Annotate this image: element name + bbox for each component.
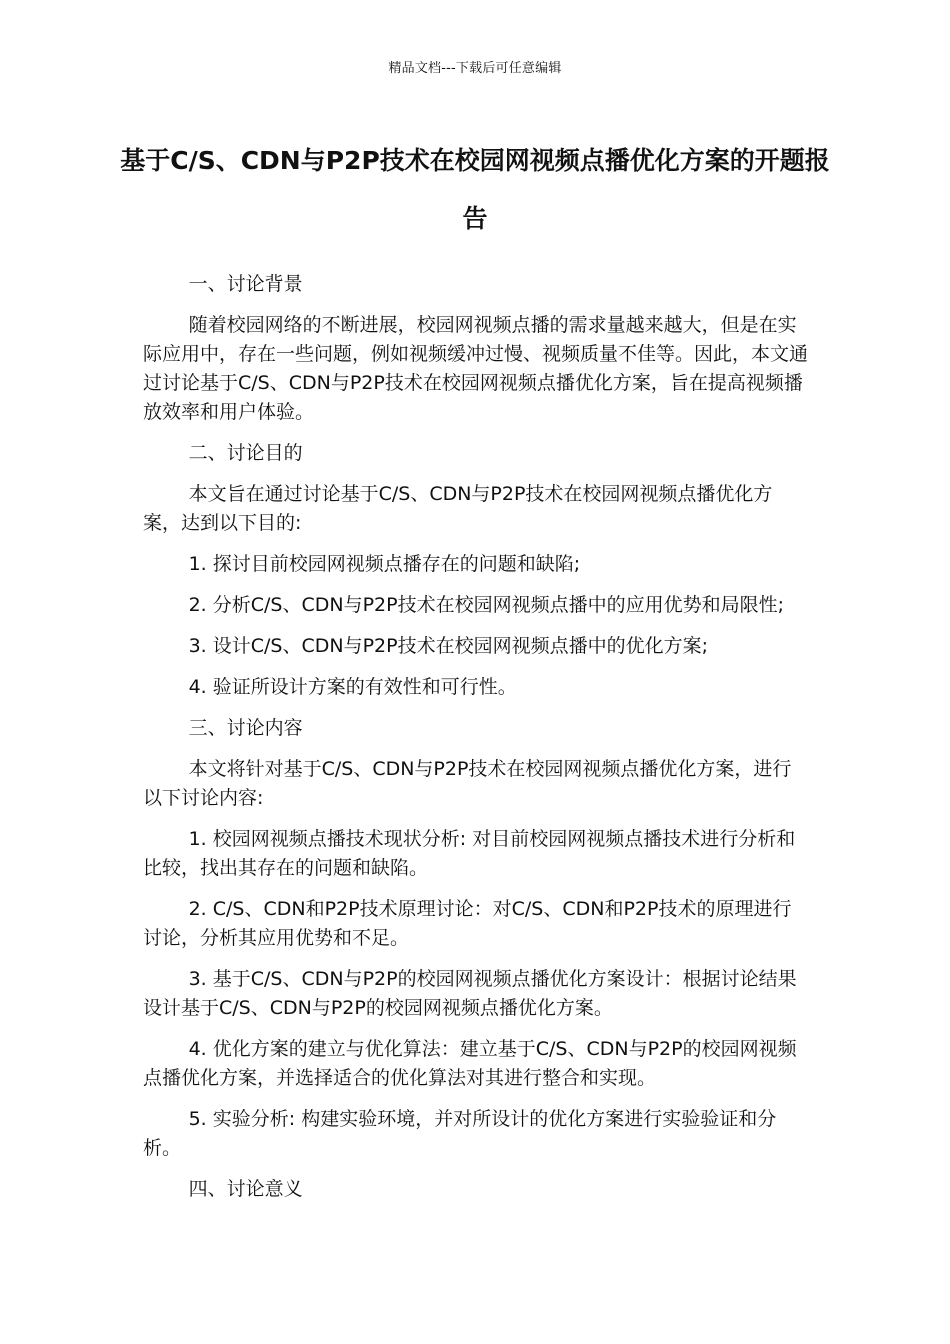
page-header-note: 精品文档---下载后可任意编辑 bbox=[388, 61, 562, 76]
section-heading-content: 三、讨论内容 bbox=[188, 717, 303, 739]
content-item-1: 1. 校园网视频点播技术现状分析: 对目前校园网视频点播技术进行分析和比较，找出其存在的问题和缺陷。 bbox=[143, 828, 796, 879]
content-item-5: 5. 实验分析: 构建实验环境，并对所设计的优化方案进行实验验证和分析。 bbox=[143, 1108, 777, 1159]
purpose-item-2: 2. 分析C/S、CDN与P2P技术在校园网视频点播中的应用优势和局限性; bbox=[188, 594, 785, 616]
section-heading-purpose: 二、讨论目的 bbox=[188, 442, 303, 464]
paragraph-content-intro: 本文将针对基于C/S、CDN与P2P技术在校园网视频点播优化方案，进行以下讨论内容: bbox=[143, 758, 792, 809]
section-heading-background: 一、讨论背景 bbox=[188, 273, 303, 295]
paragraph-purpose-intro: 本文旨在通过讨论基于C/S、CDN与P2P技术在校园网视频点播优化方案，达到以下目的: bbox=[143, 483, 773, 534]
content-item-4: 4. 优化方案的建立与优化算法：建立基于C/S、CDN与P2P的校园网视频点播优化方案，并选择适合的优化算法对其进行整合和实现。 bbox=[143, 1038, 797, 1089]
document-title: 基于C/S、CDN与P2P技术在校园网视频点播优化方案的开题报告 bbox=[120, 146, 830, 233]
purpose-item-1: 1. 探讨目前校园网视频点播存在的问题和缺陷; bbox=[188, 553, 581, 575]
purpose-item-4: 4. 验证所设计方案的有效性和可行性。 bbox=[188, 676, 517, 698]
content-item-3: 3. 基于C/S、CDN与P2P的校园网视频点播优化方案设计：根据讨论结果设计基于C/S、CDN与P2P的校园网视频点播优化方案。 bbox=[143, 968, 797, 1019]
content-item-2: 2. C/S、CDN和P2P技术原理讨论：对C/S、CDN和P2P技术的原理进行讨论，分析其应用优势和不足。 bbox=[143, 898, 792, 949]
paragraph-background: 随着校园网络的不断进展，校园网视频点播的需求量越来越大，但是在实际应用中，存在一些问题，例如视频缓冲过慢、视频质量不佳等。因此，本文通过讨论基于C/S、CDN与P2P技术在校园网视频点播优化方案，旨在提高视频播放效率和用户体验。 bbox=[143, 314, 809, 423]
document-body bbox=[143, 270, 809, 1216]
purpose-item-3: 3. 设计C/S、CDN与P2P技术在校园网视频点播中的优化方案; bbox=[188, 635, 709, 657]
section-heading-significance: 四、讨论意义 bbox=[188, 1178, 303, 1200]
